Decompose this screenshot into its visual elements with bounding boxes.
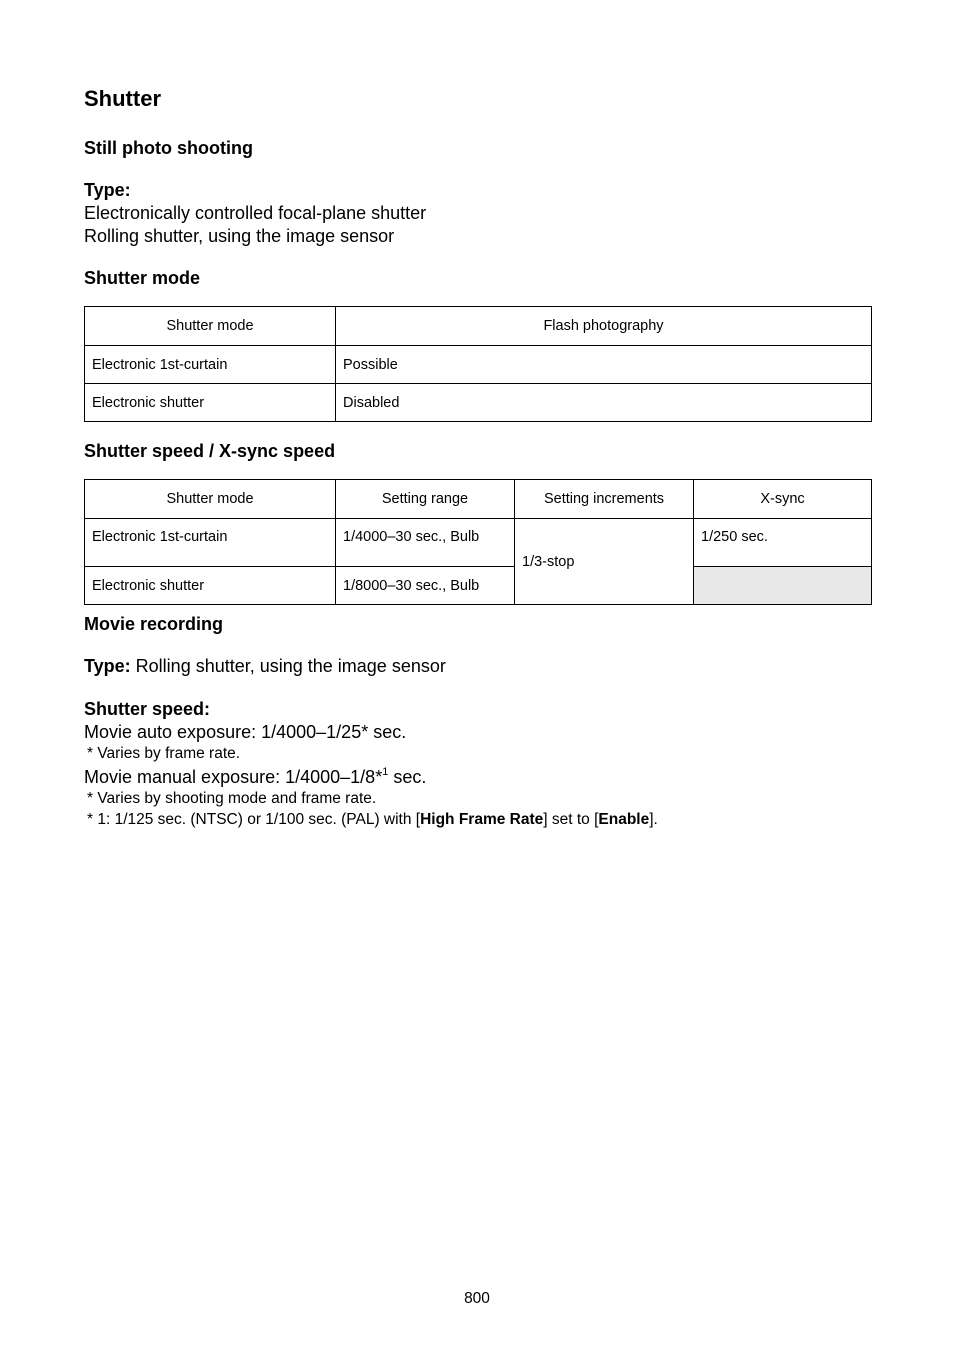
table-cell-merged: 1/3-stop	[515, 519, 694, 605]
table-cell: 1/250 sec.	[694, 519, 872, 567]
table-header-cell: Flash photography	[336, 307, 872, 346]
table-cell: Disabled	[336, 384, 872, 422]
page-title: Shutter	[84, 86, 161, 111]
table-header-cell: Setting range	[336, 480, 515, 519]
table-cell: 1/8000–30 sec., Bulb	[336, 567, 515, 605]
table-row	[85, 519, 872, 567]
movie-recording-heading: Movie recording	[84, 614, 224, 634]
table-header-cell: Shutter mode	[85, 307, 336, 346]
page-number: 800	[464, 1290, 490, 1307]
still-photo-heading: Still photo shooting	[84, 138, 253, 158]
movie-footnote-1	[87, 811, 658, 829]
table-cell: 1/4000–30 sec., Bulb	[336, 519, 515, 567]
footnote-text: ].	[649, 811, 658, 828]
table-header-row	[85, 480, 872, 519]
footnote-bold: High Frame Rate	[420, 811, 544, 828]
movie-manual-note: * Varies by shooting mode and frame rate.	[87, 790, 377, 807]
table-header-cell: Setting increments	[515, 480, 694, 519]
shutter-mode-heading: Shutter mode	[84, 268, 201, 288]
movie-type-value: Rolling shutter, using the image sensor	[130, 656, 446, 676]
shutter-mode-table	[84, 306, 872, 422]
movie-manual-sup: 1	[382, 766, 389, 778]
still-type-label: Type:	[84, 180, 131, 200]
table-cell-empty	[694, 567, 872, 605]
movie-speed-label: Shutter speed:	[84, 699, 211, 719]
table-header-cell: Shutter mode	[85, 480, 336, 519]
movie-type-label: Type:	[84, 656, 131, 676]
still-type-line1: Electronically controlled focal-plane shutter	[84, 203, 427, 223]
table-row	[85, 567, 872, 605]
shutter-speed-table	[84, 479, 872, 605]
table-cell: Electronic 1st-curtain	[85, 519, 336, 567]
footnote-text: ] set to [	[543, 811, 599, 828]
table-cell: Electronic 1st-curtain	[85, 346, 336, 384]
movie-manual-suffix: sec.	[388, 767, 427, 787]
movie-auto-note: * Varies by frame rate.	[87, 745, 241, 762]
table-header-cell: X-sync	[694, 480, 872, 519]
table-header-row	[85, 307, 872, 346]
table-row	[85, 346, 872, 384]
table-row	[85, 384, 872, 422]
table-cell: Electronic shutter	[85, 384, 336, 422]
footnote-text: * 1: 1/125 sec. (NTSC) or 1/100 sec. (PAL) with [	[87, 811, 421, 828]
shutter-speed-heading: Shutter speed / X-sync speed	[84, 441, 336, 461]
movie-type-line	[84, 656, 446, 677]
still-type-line2: Rolling shutter, using the image sensor	[84, 226, 395, 246]
movie-manual-exposure	[84, 767, 426, 788]
footnote-bold: Enable	[598, 811, 650, 828]
table-cell: Electronic shutter	[85, 567, 336, 605]
table-cell: Possible	[336, 346, 872, 384]
movie-auto-exposure: Movie auto exposure: 1/4000–1/25* sec.	[84, 722, 407, 742]
movie-manual-prefix: Movie manual exposure: 1/4000–1/8*	[84, 767, 383, 787]
